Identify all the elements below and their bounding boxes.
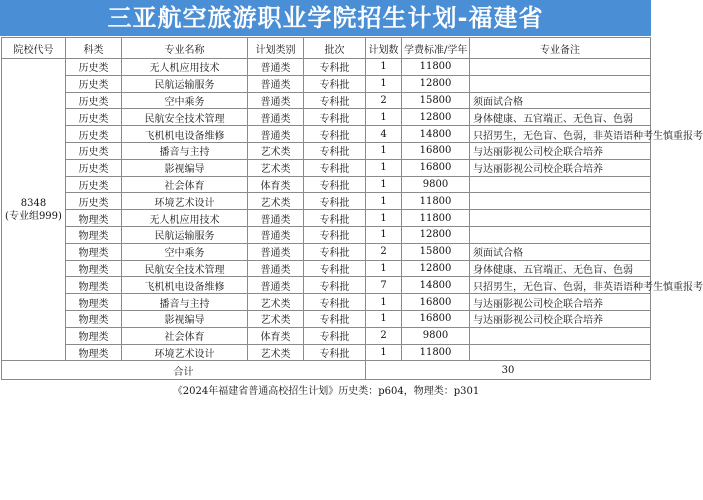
major-cell: 无人机应用技术 xyxy=(122,59,248,76)
tuition-cell: 11800 xyxy=(402,344,470,361)
table-row xyxy=(2,75,651,92)
plan-type-cell: 普通类 xyxy=(248,126,304,143)
plan-type-cell: 普通类 xyxy=(248,210,304,227)
category-cell: 物理类 xyxy=(66,327,122,344)
table-row xyxy=(2,344,651,361)
page-title: 三亚航空旅游职业学院招生计划-福建省 xyxy=(0,0,651,36)
count-cell: 2 xyxy=(366,92,402,109)
count-cell: 4 xyxy=(366,126,402,143)
table-row xyxy=(2,243,651,260)
plan-type-cell: 艺术类 xyxy=(248,310,304,327)
major-cell: 社会体育 xyxy=(122,327,248,344)
table-row xyxy=(2,226,651,243)
count-cell: 1 xyxy=(366,59,402,76)
school-code: 8348 xyxy=(20,197,47,209)
major-group: (专业组999) xyxy=(5,210,62,222)
major-cell: 民航安全技术管理 xyxy=(122,109,248,126)
school-code-cell xyxy=(2,59,66,361)
table-row xyxy=(2,277,651,294)
batch-cell: 专科批 xyxy=(304,126,366,143)
major-cell: 影视编导 xyxy=(122,310,248,327)
batch-cell: 专科批 xyxy=(304,294,366,311)
batch-cell: 专科批 xyxy=(304,75,366,92)
tuition-cell: 11800 xyxy=(402,210,470,227)
total-label: 合计 xyxy=(2,361,366,380)
major-cell: 空中乘务 xyxy=(122,243,248,260)
note-cell xyxy=(470,193,651,210)
note-cell: 身体健康、五官端正、无色盲、色弱 xyxy=(470,260,651,277)
note-cell: 与达丽影视公司校企联合培养 xyxy=(470,294,651,311)
tuition-cell: 12800 xyxy=(402,260,470,277)
tuition-cell: 16800 xyxy=(402,310,470,327)
count-cell: 1 xyxy=(366,310,402,327)
batch-cell: 专科批 xyxy=(304,142,366,159)
batch-cell: 专科批 xyxy=(304,109,366,126)
major-cell: 播音与主持 xyxy=(122,294,248,311)
table-row xyxy=(2,176,651,193)
count-cell: 1 xyxy=(366,226,402,243)
table-row xyxy=(2,260,651,277)
source-note: 《2024年福建省普通高校招生计划》历史类：p604，物理类：p301 xyxy=(172,385,480,397)
table-row xyxy=(2,126,651,143)
note-cell xyxy=(470,344,651,361)
count-cell: 1 xyxy=(366,109,402,126)
column-header: 计划类别 xyxy=(248,38,304,59)
table-row xyxy=(2,294,651,311)
enrollment-table xyxy=(1,37,703,398)
note-cell: 身体健康、五官端正、无色盲、色弱 xyxy=(470,109,651,126)
source-row xyxy=(2,380,651,399)
plan-type-cell: 普通类 xyxy=(248,59,304,76)
count-cell: 1 xyxy=(366,193,402,210)
category-cell: 物理类 xyxy=(66,310,122,327)
count-cell: 1 xyxy=(366,210,402,227)
column-header: 专业备注 xyxy=(470,38,651,59)
column-header: 专业名称 xyxy=(122,38,248,59)
table-row xyxy=(2,327,651,344)
plan-type-cell: 艺术类 xyxy=(248,344,304,361)
tuition-cell: 11800 xyxy=(402,59,470,76)
column-header: 学费标准/学年 xyxy=(402,38,470,59)
plan-type-cell: 普通类 xyxy=(248,260,304,277)
plan-type-cell: 艺术类 xyxy=(248,142,304,159)
tuition-cell: 12800 xyxy=(402,109,470,126)
tuition-cell: 16800 xyxy=(402,159,470,176)
major-cell: 播音与主持 xyxy=(122,142,248,159)
count-cell: 1 xyxy=(366,176,402,193)
note-cell: 须面试合格 xyxy=(470,243,651,260)
table-row xyxy=(2,159,651,176)
batch-cell: 专科批 xyxy=(304,327,366,344)
count-cell: 1 xyxy=(366,260,402,277)
tuition-cell: 9800 xyxy=(402,327,470,344)
column-header: 科类 xyxy=(66,38,122,59)
category-cell: 历史类 xyxy=(66,142,122,159)
table-row xyxy=(2,142,651,159)
count-cell: 1 xyxy=(366,294,402,311)
note-cell xyxy=(470,176,651,193)
major-cell: 影视编导 xyxy=(122,159,248,176)
tuition-cell: 12800 xyxy=(402,226,470,243)
batch-cell: 专科批 xyxy=(304,59,366,76)
table-row xyxy=(2,193,651,210)
note-cell xyxy=(470,226,651,243)
major-cell: 环境艺术设计 xyxy=(122,344,248,361)
note-cell: 与达丽影视公司校企联合培养 xyxy=(470,310,651,327)
category-cell: 物理类 xyxy=(66,294,122,311)
category-cell: 历史类 xyxy=(66,193,122,210)
batch-cell: 专科批 xyxy=(304,226,366,243)
note-cell: 只招男生，无色盲、色弱，非英语语种考生慎重报考 xyxy=(470,126,651,143)
column-header: 计划数 xyxy=(366,38,402,59)
count-cell: 1 xyxy=(366,142,402,159)
tuition-cell: 9800 xyxy=(402,176,470,193)
tuition-cell: 11800 xyxy=(402,193,470,210)
table-row xyxy=(2,210,651,227)
plan-type-cell: 普通类 xyxy=(248,75,304,92)
category-cell: 历史类 xyxy=(66,109,122,126)
note-cell: 与达丽影视公司校企联合培养 xyxy=(470,159,651,176)
batch-cell: 专科批 xyxy=(304,176,366,193)
category-cell: 物理类 xyxy=(66,277,122,294)
table-row xyxy=(2,109,651,126)
major-cell: 民航运输服务 xyxy=(122,226,248,243)
column-header: 院校代号 xyxy=(2,38,66,59)
major-cell: 民航运输服务 xyxy=(122,75,248,92)
category-cell: 物理类 xyxy=(66,226,122,243)
plan-type-cell: 普通类 xyxy=(248,109,304,126)
major-cell: 飞机机电设备维修 xyxy=(122,277,248,294)
category-cell: 物理类 xyxy=(66,344,122,361)
major-cell: 无人机应用技术 xyxy=(122,210,248,227)
plan-type-cell: 艺术类 xyxy=(248,193,304,210)
batch-cell: 专科批 xyxy=(304,344,366,361)
plan-type-cell: 普通类 xyxy=(248,226,304,243)
count-cell: 2 xyxy=(366,243,402,260)
category-cell: 历史类 xyxy=(66,176,122,193)
tuition-cell: 14800 xyxy=(402,126,470,143)
batch-cell: 专科批 xyxy=(304,277,366,294)
plan-type-cell: 体育类 xyxy=(248,176,304,193)
count-cell: 7 xyxy=(366,277,402,294)
plan-type-cell: 普通类 xyxy=(248,92,304,109)
batch-cell: 专科批 xyxy=(304,310,366,327)
tuition-cell: 15800 xyxy=(402,92,470,109)
tuition-cell: 15800 xyxy=(402,243,470,260)
count-cell: 1 xyxy=(366,75,402,92)
category-cell: 物理类 xyxy=(66,210,122,227)
table-row xyxy=(2,92,651,109)
total-row xyxy=(2,361,651,380)
category-cell: 历史类 xyxy=(66,59,122,76)
plan-type-cell: 艺术类 xyxy=(248,159,304,176)
batch-cell: 专科批 xyxy=(304,159,366,176)
batch-cell: 专科批 xyxy=(304,92,366,109)
major-cell: 飞机机电设备维修 xyxy=(122,126,248,143)
major-cell: 社会体育 xyxy=(122,176,248,193)
category-cell: 历史类 xyxy=(66,159,122,176)
column-header: 批次 xyxy=(304,38,366,59)
table-row xyxy=(2,310,651,327)
category-cell: 历史类 xyxy=(66,75,122,92)
major-cell: 民航安全技术管理 xyxy=(122,260,248,277)
plan-type-cell: 普通类 xyxy=(248,243,304,260)
plan-type-cell: 体育类 xyxy=(248,327,304,344)
major-cell: 空中乘务 xyxy=(122,92,248,109)
note-cell xyxy=(470,327,651,344)
batch-cell: 专科批 xyxy=(304,193,366,210)
table-row xyxy=(2,59,651,76)
tuition-cell: 16800 xyxy=(402,142,470,159)
note-cell xyxy=(470,59,651,76)
count-cell: 1 xyxy=(366,344,402,361)
plan-type-cell: 普通类 xyxy=(248,277,304,294)
category-cell: 物理类 xyxy=(66,243,122,260)
note-cell: 只招男生，无色盲、色弱，非英语语种考生慎重报考 xyxy=(470,277,651,294)
tuition-cell: 12800 xyxy=(402,75,470,92)
batch-cell: 专科批 xyxy=(304,243,366,260)
note-cell xyxy=(470,210,651,227)
note-cell: 与达丽影视公司校企联合培养 xyxy=(470,142,651,159)
note-cell: 须面试合格 xyxy=(470,92,651,109)
plan-type-cell: 艺术类 xyxy=(248,294,304,311)
count-cell: 2 xyxy=(366,327,402,344)
major-cell: 环境艺术设计 xyxy=(122,193,248,210)
batch-cell: 专科批 xyxy=(304,210,366,227)
count-cell: 1 xyxy=(366,159,402,176)
category-cell: 历史类 xyxy=(66,92,122,109)
table-header-row xyxy=(2,38,651,59)
category-cell: 历史类 xyxy=(66,126,122,143)
table-body xyxy=(2,59,703,399)
batch-cell: 专科批 xyxy=(304,260,366,277)
tuition-cell: 16800 xyxy=(402,294,470,311)
total-value: 30 xyxy=(366,361,651,380)
category-cell: 物理类 xyxy=(66,260,122,277)
tuition-cell: 14800 xyxy=(402,277,470,294)
note-cell xyxy=(470,75,651,92)
